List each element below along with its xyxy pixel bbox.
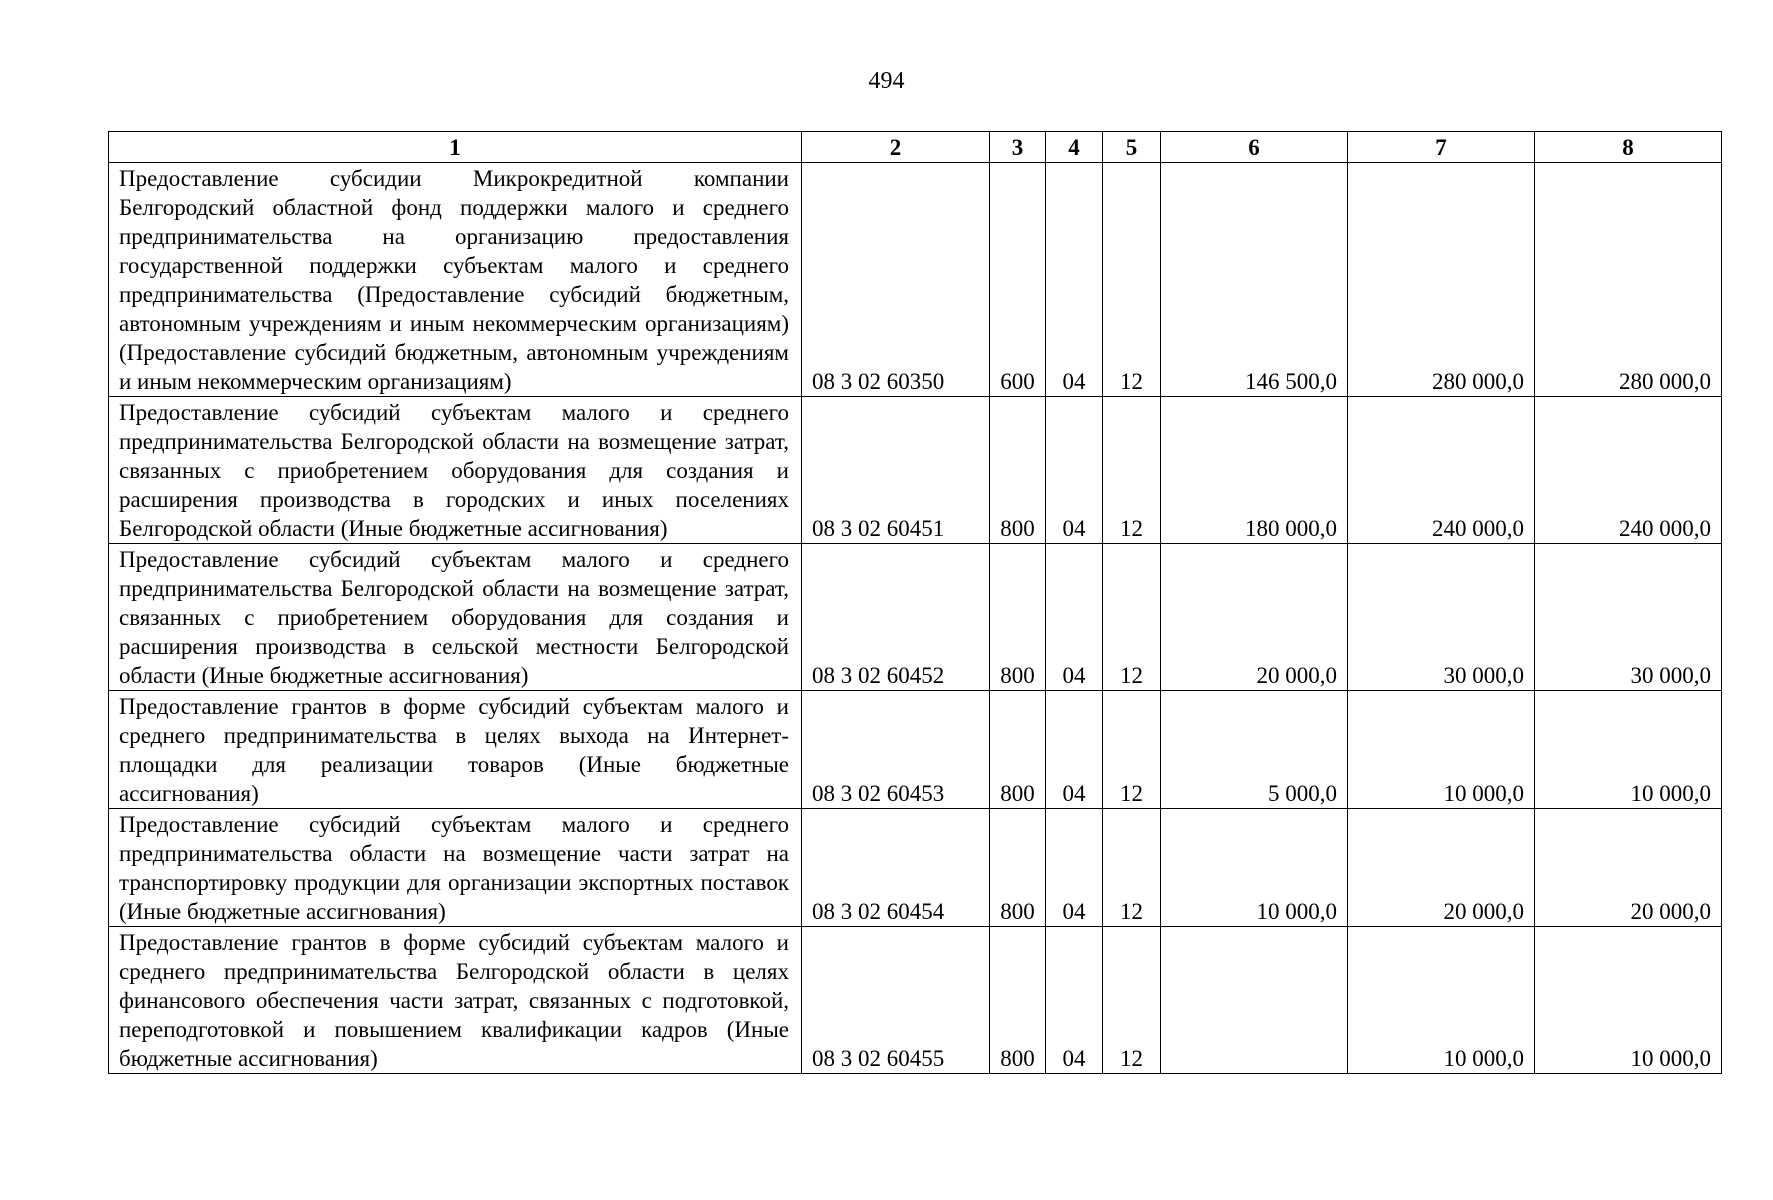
row-col5: 12 <box>1103 809 1161 927</box>
row-col6 <box>1161 927 1348 1074</box>
row-col5: 12 <box>1103 691 1161 809</box>
row-col8: 240 000,0 <box>1535 397 1722 544</box>
row-col3: 800 <box>990 927 1046 1074</box>
row-col4: 04 <box>1046 691 1103 809</box>
row-col7: 20 000,0 <box>1348 809 1535 927</box>
row-col6: 5 000,0 <box>1161 691 1348 809</box>
row-col3: 600 <box>990 163 1046 397</box>
row-col3: 800 <box>990 397 1046 544</box>
row-col4: 04 <box>1046 163 1103 397</box>
row-code: 08 3 02 60454 <box>802 809 990 927</box>
row-col5: 12 <box>1103 544 1161 691</box>
table-row <box>109 397 1722 544</box>
column-header: 6 <box>1161 132 1348 163</box>
row-col6: 10 000,0 <box>1161 809 1348 927</box>
column-header: 2 <box>802 132 990 163</box>
row-code: 08 3 02 60452 <box>802 544 990 691</box>
row-description: Предоставление субсидий субъектам малого и среднего предпринимательства Белгородской области на возмещение затрат, связанных с приобретением оборудования для создания и расширения производства в городских и иных поселениях Белгородской области (Иные бюджетные ассигнования) <box>109 397 802 544</box>
row-col7: 240 000,0 <box>1348 397 1535 544</box>
row-col7: 10 000,0 <box>1348 691 1535 809</box>
row-col8: 10 000,0 <box>1535 927 1722 1074</box>
column-header: 8 <box>1535 132 1722 163</box>
budget-table <box>108 131 1722 1074</box>
row-col8: 280 000,0 <box>1535 163 1722 397</box>
row-code: 08 3 02 60451 <box>802 397 990 544</box>
row-col3: 800 <box>990 544 1046 691</box>
column-header: 4 <box>1046 132 1103 163</box>
row-col6: 146 500,0 <box>1161 163 1348 397</box>
row-code: 08 3 02 60350 <box>802 163 990 397</box>
row-col5: 12 <box>1103 397 1161 544</box>
row-description: Предоставление грантов в форме субсидий субъектам малого и среднего предпринимательства Белгородской области в целях финансового обеспечения части затрат, связанных с подготовкой, переподготовкой и повышением квалификации кадров (Иные бюджетные ассигнования) <box>109 927 802 1074</box>
row-description: Предоставление грантов в форме субсидий субъектам малого и среднего предпринимательства в целях выхода на Интернет-площадки для реализации товаров (Иные бюджетные ассигнования) <box>109 691 802 809</box>
table-row <box>109 927 1722 1074</box>
row-description: Предоставление субсидий субъектам малого и среднего предпринимательства области на возмещение части затрат на транспортировку продукции для организации экспортных поставок (Иные бюджетные ассигнования) <box>109 809 802 927</box>
row-col4: 04 <box>1046 397 1103 544</box>
row-col7: 30 000,0 <box>1348 544 1535 691</box>
table-row <box>109 163 1722 397</box>
column-header: 7 <box>1348 132 1535 163</box>
row-col6: 180 000,0 <box>1161 397 1348 544</box>
row-code: 08 3 02 60453 <box>802 691 990 809</box>
row-col8: 20 000,0 <box>1535 809 1722 927</box>
row-col7: 280 000,0 <box>1348 163 1535 397</box>
row-description: Предоставление субсидий субъектам малого и среднего предпринимательства Белгородской области на возмещение затрат, связанных с приобретением оборудования для создания и расширения производства в сельской местности Белгородской области (Иные бюджетные ассигнования) <box>109 544 802 691</box>
row-code: 08 3 02 60455 <box>802 927 990 1074</box>
column-header: 3 <box>990 132 1046 163</box>
row-col3: 800 <box>990 691 1046 809</box>
row-col4: 04 <box>1046 809 1103 927</box>
table-row <box>109 809 1722 927</box>
row-col5: 12 <box>1103 163 1161 397</box>
page-number: 494 <box>868 68 905 94</box>
row-col5: 12 <box>1103 927 1161 1074</box>
row-col7: 10 000,0 <box>1348 927 1535 1074</box>
row-col4: 04 <box>1046 927 1103 1074</box>
column-header: 1 <box>109 132 802 163</box>
row-col4: 04 <box>1046 544 1103 691</box>
header-row <box>109 132 1722 163</box>
row-col6: 20 000,0 <box>1161 544 1348 691</box>
row-col8: 10 000,0 <box>1535 691 1722 809</box>
row-description: Предоставление субсидии Микрокредитной компании Белгородский областной фонд поддержки малого и среднего предпринимательства на организацию предоставления государственной поддержки субъектам малого и среднего предпринимательства (Предоставление субсидий бюджетным, автономным учреждениям и иным некоммерческим организациям) (Предоставление субсидий бюджетным, автономным учреждениям и иным некоммерческим организациям) <box>109 163 802 397</box>
table-row <box>109 691 1722 809</box>
column-header: 5 <box>1103 132 1161 163</box>
row-col3: 800 <box>990 809 1046 927</box>
row-col8: 30 000,0 <box>1535 544 1722 691</box>
table-row <box>109 544 1722 691</box>
